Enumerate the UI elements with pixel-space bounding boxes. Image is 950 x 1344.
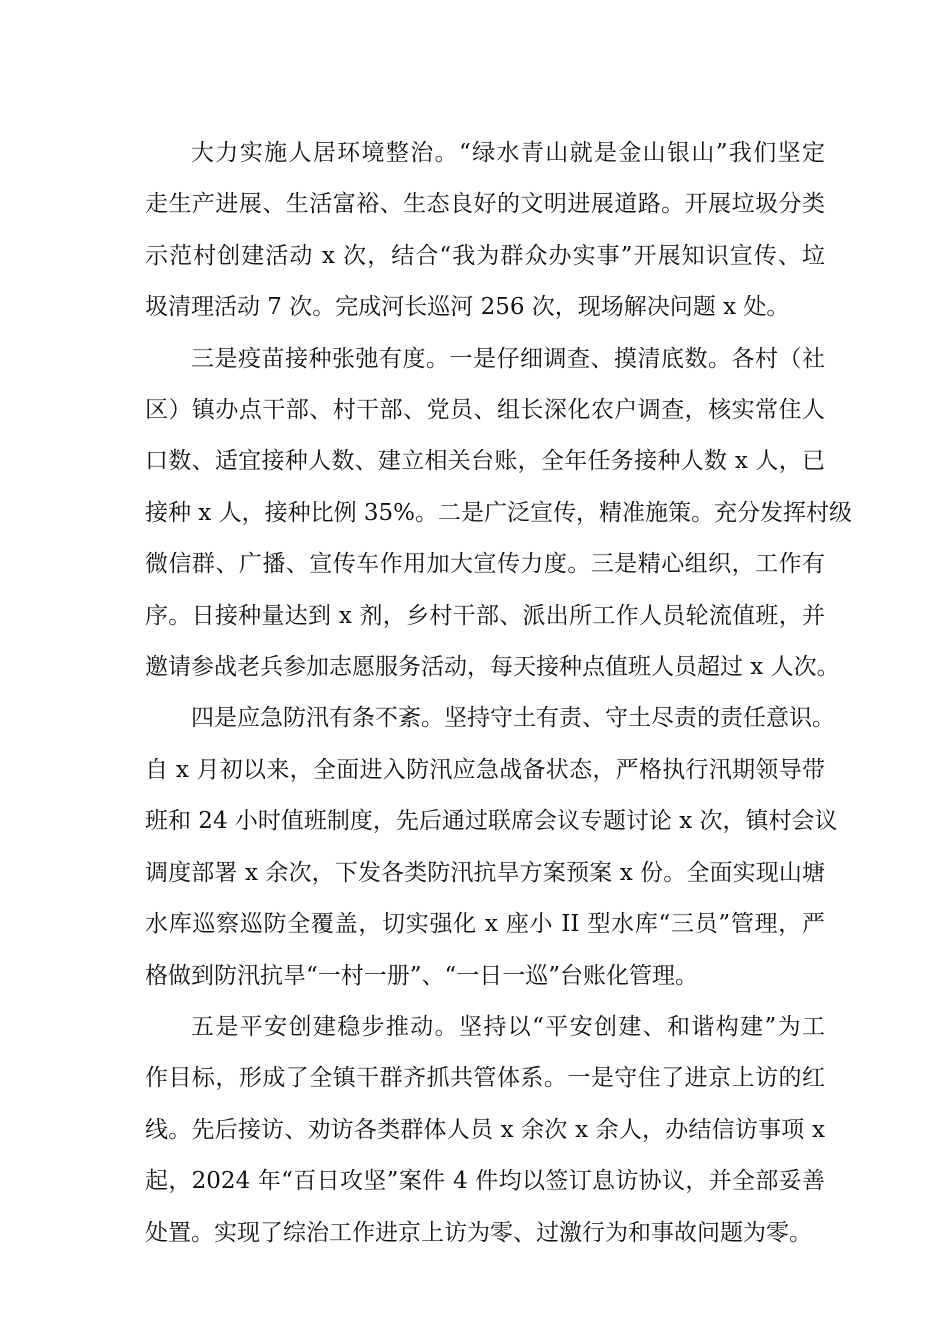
- text-line: 格做到防汛抗旱“一村一册”、“一日一巡”台账化管理。: [145, 962, 699, 989]
- text-line: 口数、适宜接种人数、建立相关台账，全年任务接种人数 x 人，已: [145, 448, 825, 475]
- text-line: 序。日接种量达到 x 剂，乡村干部、派出所工作人员轮流值班，并: [145, 602, 825, 629]
- text-line: 三是疫苗接种张弛有度。一是仔细调查、摸清底数。各村（社: [191, 345, 825, 372]
- text-line: 四是应急防汛有条不紊。坚持守土有责、守土尽责的责任意识。: [191, 705, 835, 732]
- text-line: 微信群、广播、宣传车作用加大宣传力度。三是精心组织，工作有: [145, 551, 825, 578]
- paragraph-flood-control: [145, 693, 838, 1001]
- text-line: 示范村创建活动 x 次，结合“我为群众办实事”开展知识宣传、垃: [145, 242, 825, 269]
- text-line: 接种 x 人，接种比例 35%。二是广泛宣传，精准施策。充分发挥村级: [145, 499, 853, 526]
- text-line: 起，2024 年“百日攻坚”案件 4 件均以签订息访协议，并全部妥善: [145, 1168, 825, 1195]
- text-line: 处置。实现了综治工作进京上访为零、过激行为和事故问题为零。: [145, 1219, 812, 1246]
- text-line: 区）镇办点干部、村干部、党员、组长深化农户调查，核实常住人: [145, 397, 825, 424]
- paragraph-vaccination: [145, 334, 853, 694]
- text-line: 大力实施人居环境整治。“绿水青山就是金山银山”我们坚定: [191, 140, 825, 166]
- text-line: 五是平安创建稳步推动。坚持以“平安创建、和谐构建”为工: [191, 1013, 825, 1040]
- text-line: 自 x 月初以来，全面进入防汛应急战备状态，严格执行汛期领导带: [145, 756, 825, 783]
- document-body: [145, 128, 853, 1259]
- text-line: 班和 24 小时值班制度，先后通过联席会议专题讨论 x 次，镇村会议: [145, 808, 838, 835]
- paragraph-safety: [145, 1002, 825, 1259]
- text-line: 调度部署 x 余次，下发各类防汛抗旱方案预案 x 份。全面实现山塘: [145, 859, 825, 886]
- text-line: 走生产进展、生活富裕、生态良好的文明进展道路。开展垃圾分类: [145, 191, 825, 218]
- text-line: 邀请参战老兵参加志愿服务活动，每天接种点值班人员超过 x 人次。: [145, 654, 840, 681]
- text-line: 水库巡察巡防全覆盖，切实强化 x 座小 II 型水库“三员”管理，严: [145, 911, 825, 938]
- paragraph-environment: [145, 128, 825, 334]
- text-line: 作目标，形成了全镇干群齐抓共管体系。一是守住了进京上访的红: [145, 1065, 825, 1092]
- text-line: 圾清理活动 7 次。完成河长巡河 256 次，现场解决问题 x 处。: [145, 294, 790, 321]
- text-line: 线。先后接访、劝访各类群体人员 x 余次 x 余人，办结信访事项 x: [145, 1116, 825, 1143]
